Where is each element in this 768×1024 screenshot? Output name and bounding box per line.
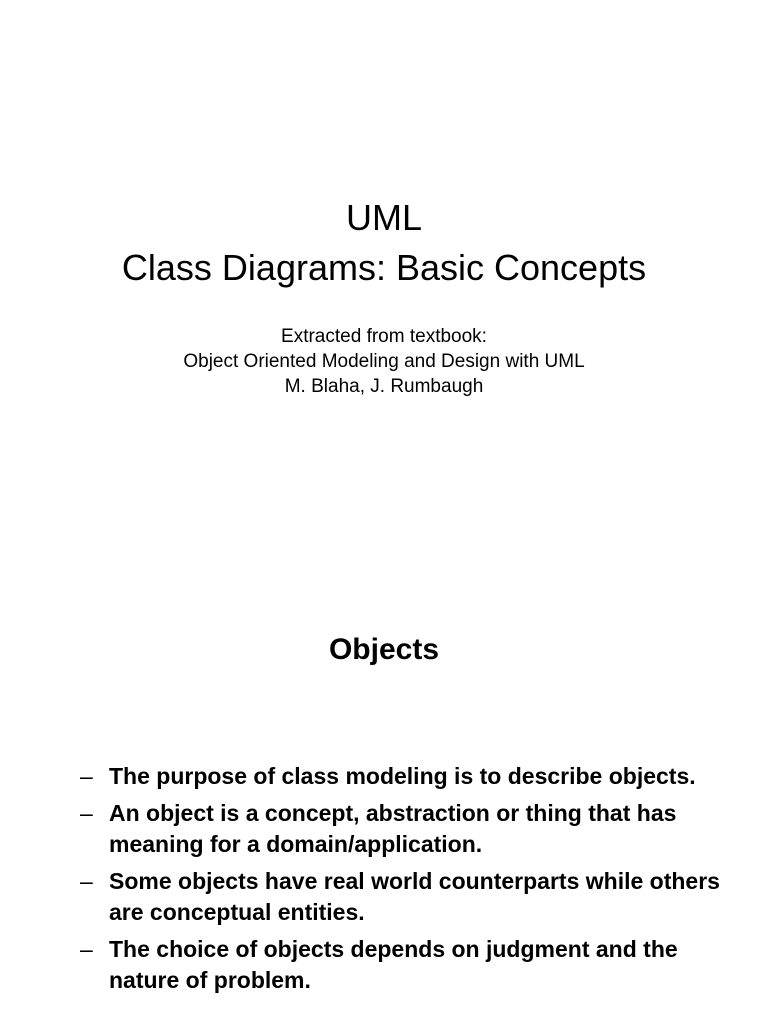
bullet-list (80, 761, 720, 1002)
bullet-text: The purpose of class modeling is to describe objects. (109, 763, 696, 789)
list-item (80, 798, 720, 860)
section-heading: Objects (328, 633, 440, 666)
list-item (80, 866, 720, 928)
source-credit (0, 324, 768, 399)
bullet-text: Some objects have real world counterparts while others are conceptual entities. (109, 868, 720, 925)
dash-bullet-marker: – (80, 936, 93, 962)
bullet-text: The choice of objects depends on judgment and the nature of problem. (109, 936, 678, 993)
dash-bullet-marker: – (80, 868, 93, 894)
title-line-uml: UML (345, 197, 422, 238)
title-line-subtitle: Class Diagrams: Basic Concepts (121, 247, 647, 288)
slide-title (0, 193, 768, 293)
source-line-authors: M. Blaha, J. Rumbaugh (284, 376, 484, 397)
dash-bullet-marker: – (80, 800, 93, 826)
bullet-text: An object is a concept, abstraction or thing that has meaning for a domain/application. (109, 800, 677, 857)
list-item (80, 761, 720, 792)
dash-bullet-marker: – (80, 763, 93, 789)
source-line-book-title: Object Oriented Modeling and Design with UML (183, 351, 585, 372)
objects-slide (0, 560, 768, 1024)
list-item (80, 934, 720, 996)
source-line-extracted: Extracted from textbook: (281, 326, 487, 347)
